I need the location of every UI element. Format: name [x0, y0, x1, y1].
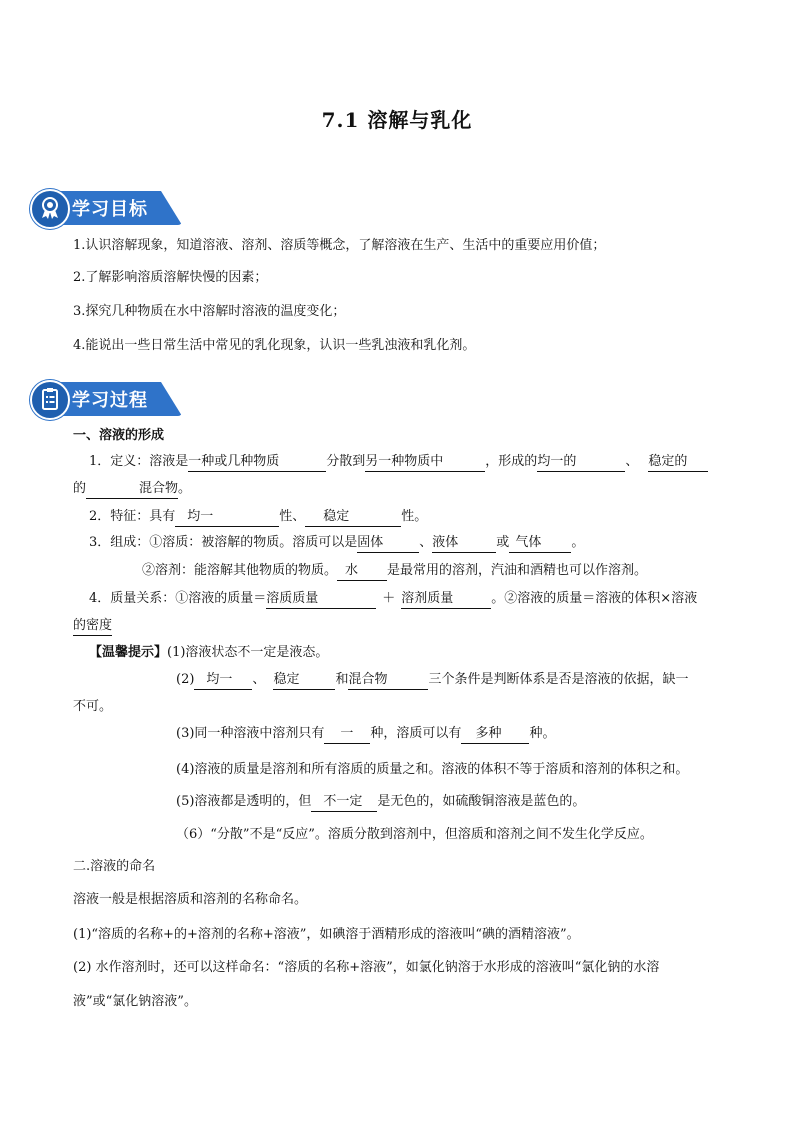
blank-answer: 均一的 — [537, 453, 625, 472]
page-title: 7.1 溶解与乳化 — [321, 108, 473, 132]
tips-label: 【温馨提示】 — [89, 645, 168, 660]
naming-rule-2: (2) 水作溶剂时，还可以这样命名：“溶质的名称+溶液”，如氯化钠溶于水形成的溶液叫“氯化钠的水溶 — [73, 960, 660, 975]
award-icon — [37, 195, 63, 221]
blank-answer: 混合物 — [86, 480, 178, 499]
blank-answer: 稳定的 — [648, 453, 708, 472]
blank-answer: 混合物 — [348, 671, 428, 690]
goal-item-4: 4.能说出一些日常生活中常见的乳化现象，认识一些乳浊液和乳化剂。 — [73, 338, 476, 353]
blank-answer: 一种或几种物质 — [188, 453, 326, 472]
feature-line: 2．特征：具有 均一 性、 稳定 性。 — [89, 507, 427, 527]
tip-6-line: （6）“分散”不是“反应”。溶质分散到溶剂中，但溶质和溶剂之间不发生化学反应。 — [176, 827, 653, 842]
blank-answer: 气体 — [509, 534, 571, 553]
process-banner-label: 学习过程 — [72, 390, 148, 411]
goals-banner-label: 学习目标 — [72, 199, 148, 220]
blank-answer: 固体 — [357, 534, 419, 553]
blank-answer: 水 — [337, 562, 387, 581]
checklist-icon — [37, 386, 63, 412]
tip-2-line: (2) 均一 、 稳定 和混合物 三个条件是判断体系是否是溶液的依据，缺一 — [176, 670, 688, 690]
blank-answer: 稳定 — [273, 671, 335, 690]
blank-answer: 不一定 — [311, 793, 377, 812]
blank-answer: 均一 — [194, 671, 252, 690]
blank-answer: 溶质质量 — [266, 590, 376, 609]
blank-answer: 溶剂质量 — [401, 590, 491, 609]
blank-answer: 均一 — [175, 508, 279, 527]
mass-line: 4．质量关系：①溶液的质量＝溶质质量 ＋ 溶剂质量 。②溶液的质量＝溶液的体积×溶液 — [89, 589, 697, 609]
blank-answer: 多种 — [461, 725, 529, 744]
blank-answer: 一 — [324, 725, 370, 744]
tip-2-cont: 不可。 — [73, 699, 113, 714]
tip-1-line: 【温馨提示】(1)溶液状态不一定是液态。 — [89, 645, 329, 660]
naming-rule-2-cont: 液”或“氯化钠溶液”。 — [73, 994, 197, 1009]
goal-item-3: 3.探究几种物质在水中溶解时溶液的温度变化； — [73, 304, 346, 319]
definition-line-cont: 的 混合物。 — [73, 479, 191, 499]
blank-answer: 液体 — [432, 534, 496, 553]
solvent-line: ②溶剂：能溶解其他物质的物质。 水 是最常用的溶剂，汽油和酒精也可以作溶剂。 — [142, 561, 647, 581]
blank-answer: 稳定 — [305, 508, 401, 527]
density-underlined: 的密度 — [73, 617, 112, 636]
definition-line: 1．定义：溶液是一种或几种物质 分散到另一种物质中 ，形成的均一的 、 稳定的 — [89, 452, 708, 472]
goal-item-1: 1.认识溶解现象，知道溶液、溶剂、溶质等概念，了解溶液在生产、生活中的重要应用价值； — [73, 238, 606, 253]
mass-line-cont — [73, 616, 112, 636]
tip-5-line: (5)溶液都是透明的，但 不一定 是无色的，如硫酸铜溶液是蓝色的。 — [176, 792, 585, 812]
composition-line: 3．组成：①溶质：被溶解的物质。溶质可以是固体 、液体 或 气体 。 — [89, 533, 584, 553]
section-heading-formation: 一、溶液的形成 — [73, 428, 165, 443]
tip-4-line: (4)溶液的质量是溶剂和所有溶质的质量之和。溶液的体积不等于溶质和溶剂的体积之和。 — [176, 762, 689, 777]
section-heading-naming: 二.溶液的命名 — [73, 859, 156, 874]
naming-rule-1: (1)“溶质的名称+的+溶剂的名称+溶液”，如碘溶于酒精形成的溶液叫“碘的酒精溶液”。 — [73, 927, 580, 942]
goal-item-2: 2.了解影响溶质溶解快慢的因素； — [73, 270, 268, 285]
process-banner — [30, 380, 184, 418]
blank-answer: 另一种物质中 — [365, 453, 485, 472]
tip-3-line: (3)同一种溶液中溶剂只有 一 种，溶质可以有 多种 种。 — [176, 724, 555, 744]
naming-intro: 溶液一般是根据溶质和溶剂的名称命名。 — [73, 892, 308, 907]
goals-banner — [30, 189, 184, 227]
